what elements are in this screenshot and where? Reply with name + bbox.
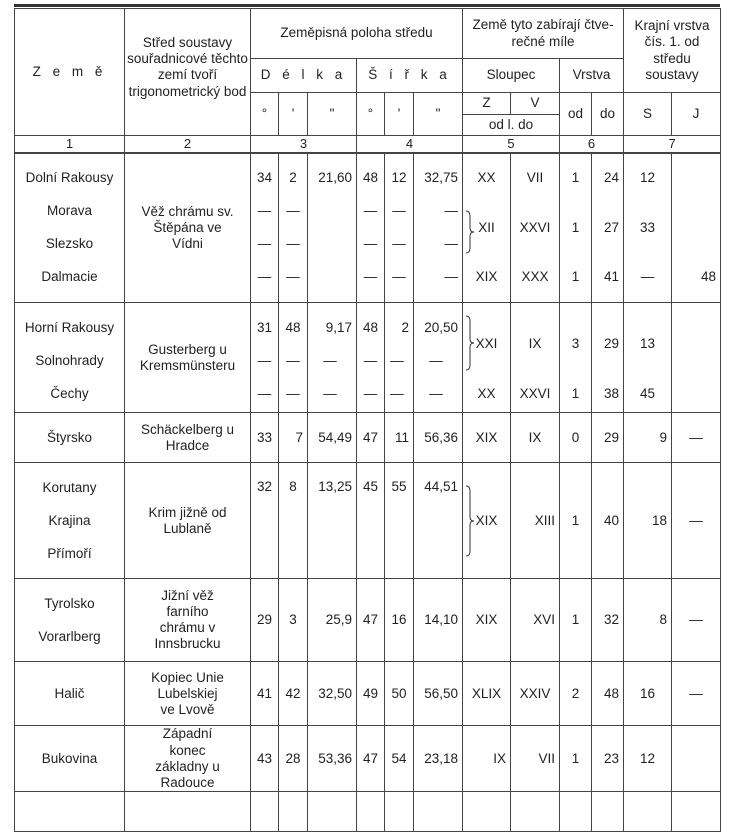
column-to: XIII <box>511 463 560 579</box>
brace-icon <box>465 210 475 254</box>
longitude-seconds <box>308 195 356 228</box>
column-number: 5 <box>463 136 560 153</box>
longitude-minutes: 3 <box>279 579 308 662</box>
table-row <box>15 726 721 792</box>
land-name: Morava <box>46 203 92 219</box>
longitude-degrees: 43 <box>251 726 279 792</box>
header-delka: D é l k a <box>251 59 357 93</box>
longitude-minutes: 8 <box>279 463 308 579</box>
table-row <box>15 579 721 662</box>
edge-layer-j: — <box>672 662 721 726</box>
layer-from: 1 <box>571 269 580 285</box>
latitude-seconds: 56,50 <box>414 662 463 726</box>
latitude-minutes: 55 <box>385 463 414 579</box>
brace-icon <box>465 485 475 557</box>
land-name: Krajina <box>48 512 91 528</box>
land-name: Solnohrady <box>35 352 104 368</box>
edge-layer-s: 12 <box>624 726 672 792</box>
longitude-degrees: — <box>257 236 272 252</box>
table-row <box>15 662 721 726</box>
latitude-degrees: — <box>363 385 378 401</box>
edge-layer-j <box>672 303 721 413</box>
header-do: do <box>592 93 624 136</box>
longitude-minutes: 28 <box>279 726 308 792</box>
longitude-degrees: 32 <box>251 463 279 579</box>
latitude-degrees: 47 <box>357 579 385 662</box>
table-row <box>15 413 721 463</box>
column-from: XIX <box>463 413 511 463</box>
longitude-seconds <box>308 261 356 294</box>
layer-to: 41 <box>604 269 620 285</box>
longitude-degrees: — <box>257 269 272 285</box>
latitude-seconds: — <box>429 352 443 368</box>
column-to: VII <box>526 170 544 186</box>
layer-to: 29 <box>592 413 624 463</box>
longitude-minutes: — <box>286 352 300 368</box>
latitude-seconds: — <box>429 385 443 401</box>
longitude-degrees: — <box>257 203 272 219</box>
longitude-seconds: 53,36 <box>308 726 357 792</box>
longitude-minutes: 2 <box>289 170 297 186</box>
latitude-seconds: 23,18 <box>414 726 463 792</box>
latitude-degrees: — <box>363 352 378 368</box>
edge-layer-s: 9 <box>624 413 672 463</box>
layer-to: 40 <box>592 463 624 579</box>
column-number: 7 <box>624 136 721 153</box>
latitude-seconds: 32,75 <box>424 170 459 186</box>
longitude-degrees: 41 <box>251 662 279 726</box>
edge-layer-j <box>672 195 720 261</box>
column-from: XLIX <box>463 662 511 726</box>
layer-to: 38 <box>604 385 620 401</box>
table-row <box>15 153 721 303</box>
column-number: 3 <box>251 136 357 153</box>
latitude-degrees: — <box>363 269 378 285</box>
latitude-seconds: — <box>444 236 459 252</box>
layer-to: 27 <box>604 219 620 235</box>
edge-layer-s: 8 <box>624 579 672 662</box>
brace-icon <box>465 315 475 371</box>
longitude-minutes: — <box>286 236 300 252</box>
header-area: Země tyto zabírají čtve- rečné míle <box>463 9 624 59</box>
latitude-minutes: — <box>390 352 404 368</box>
latitude-minutes: 16 <box>385 579 414 662</box>
header-z: Z <box>463 93 511 115</box>
header-vrstva: Vrstva <box>560 59 624 93</box>
center-point: Gusterberg u Kremsmünsteru <box>125 303 251 413</box>
header-sirka: Š í ř k a <box>357 59 463 93</box>
edge-layer-s: 45 <box>640 385 656 401</box>
column-number: 6 <box>560 136 624 153</box>
layer-to: 29 <box>604 336 620 352</box>
edge-layer-j: — <box>672 463 721 579</box>
center-point: Jižní věž farního chrámu v Innsbrucku <box>125 579 251 662</box>
land-name: Horní Rakousy <box>24 319 115 335</box>
latitude-degrees: 48 <box>362 170 379 186</box>
land-name: Bukovina <box>15 726 125 792</box>
latitude-minutes: 2 <box>401 319 409 335</box>
latitude-degrees: 48 <box>362 319 379 335</box>
land-name: Štyrsko <box>15 413 125 463</box>
header-edge-layer: Krajní vrstva čís. 1. od středu soustavy <box>624 9 721 93</box>
longitude-minutes: — <box>286 203 300 219</box>
latitude-seconds: — <box>444 269 459 285</box>
layer-to: 23 <box>592 726 624 792</box>
column-to: XXVI <box>519 385 551 401</box>
edge-layer-s: 13 <box>640 336 656 352</box>
header-d-sec: " <box>308 93 357 136</box>
longitude-degrees: — <box>257 352 272 368</box>
latitude-degrees: 47 <box>357 726 385 792</box>
longitude-seconds: 21,60 <box>318 170 352 186</box>
longitude-seconds: 25,9 <box>308 579 357 662</box>
land-name: Tyrolsko <box>44 595 95 611</box>
edge-layer-s: 16 <box>624 662 672 726</box>
latitude-minutes: 50 <box>385 662 414 726</box>
header-s-deg: ° <box>357 93 385 136</box>
edge-layer-j: — <box>672 413 721 463</box>
column-to: IX <box>511 413 560 463</box>
land-name: Korutany <box>42 479 97 495</box>
header-v: V <box>511 93 560 115</box>
edge-layer-s: 12 <box>640 170 656 186</box>
longitude-degrees: 31 <box>256 319 273 335</box>
latitude-minutes: — <box>392 269 406 285</box>
latitude-degrees: 49 <box>357 662 385 726</box>
column-from-cell <box>463 463 511 579</box>
edge-layer-j <box>672 726 721 792</box>
land-name: Čechy <box>50 385 89 401</box>
column-to: VII <box>511 726 560 792</box>
land-name: Slezsko <box>45 236 94 252</box>
layer-from: 1 <box>571 219 580 235</box>
coordinate-systems-table <box>14 8 721 832</box>
land-name: Dolní Rakousy <box>25 170 114 186</box>
column-to: XVI <box>511 579 560 662</box>
edge-layer-j: — <box>672 579 721 662</box>
table-row <box>15 792 721 832</box>
longitude-minutes: 48 <box>285 319 301 335</box>
latitude-seconds: 20,50 <box>424 319 459 335</box>
column-from: XII <box>478 219 495 235</box>
column-from: XX <box>477 385 496 401</box>
edge-layer-j: 48 <box>701 269 717 285</box>
column-from: XXI <box>475 336 498 352</box>
latitude-minutes: 54 <box>385 726 414 792</box>
column-from: XIX <box>463 579 511 662</box>
latitude-degrees: 47 <box>357 413 385 463</box>
latitude-seconds: 56,36 <box>414 413 463 463</box>
latitude-minutes: — <box>392 236 406 252</box>
column-to: XXX <box>521 269 549 285</box>
header-center: Střed soustavy souřadnicové těchto zemí tvoří trigonometrický bod <box>125 9 251 136</box>
table-row <box>15 303 721 413</box>
latitude-degrees: — <box>363 203 378 219</box>
layer-to: 48 <box>592 662 624 726</box>
column-from: XX <box>477 170 496 186</box>
column-to: IX <box>528 336 542 352</box>
longitude-degrees: 34 <box>256 170 273 186</box>
longitude-seconds: 32,50 <box>308 662 357 726</box>
latitude-minutes: 12 <box>391 170 407 186</box>
layer-from: 1 <box>560 463 592 579</box>
latitude-seconds: 44,51 <box>414 463 463 579</box>
layer-from: 1 <box>560 726 592 792</box>
header-position: Zeměpisná poloha středu <box>251 9 463 59</box>
layer-from: 1 <box>571 385 580 401</box>
longitude-seconds <box>308 228 356 261</box>
edge-layer-s: — <box>640 269 655 285</box>
header-od: od <box>560 93 592 136</box>
longitude-degrees: — <box>257 385 272 401</box>
header-s-min: ' <box>385 93 414 136</box>
header-odldo: od l. do <box>463 115 560 136</box>
edge-layer-s: 18 <box>624 463 672 579</box>
column-from: XIX <box>475 269 498 285</box>
column-number: 4 <box>357 136 463 153</box>
longitude-minutes: 42 <box>279 662 308 726</box>
table-row <box>15 463 721 579</box>
longitude-minutes: 7 <box>279 413 308 463</box>
column-to: XXVI <box>519 219 551 235</box>
layer-to: 32 <box>592 579 624 662</box>
latitude-minutes: — <box>392 203 406 219</box>
header-s-sec: " <box>414 93 463 136</box>
layer-from: 1 <box>560 579 592 662</box>
header-d-min: ' <box>279 93 308 136</box>
longitude-seconds: 9,17 <box>325 319 352 335</box>
longitude-minutes: — <box>286 385 300 401</box>
column-from: IX <box>463 726 511 792</box>
edge-layer-j <box>672 162 720 195</box>
column-number: 1 <box>15 136 125 153</box>
header-land: Z e m ě <box>15 9 125 136</box>
longitude-degrees: 33 <box>251 413 279 463</box>
header-s: S <box>624 93 672 136</box>
longitude-minutes: — <box>286 269 300 285</box>
layer-from: 0 <box>560 413 592 463</box>
longitude-seconds: 13,25 <box>308 463 357 579</box>
center-point: Schäckelberg u Hradce <box>125 413 251 463</box>
center-point: Věž chrámu sv. Štěpána ve Vídni <box>125 153 251 303</box>
latitude-minutes: — <box>390 385 404 401</box>
center-point: Kopiec Unie Lubelskiej ve Lvově <box>125 662 251 726</box>
top-rule <box>14 4 720 7</box>
header-sloupec: Sloupec <box>463 59 560 93</box>
latitude-seconds: — <box>444 203 459 219</box>
center-point: Západní konec základny u Radouce <box>125 726 251 792</box>
longitude-seconds: — <box>323 385 337 401</box>
longitude-seconds: 54,49 <box>308 413 357 463</box>
layer-from: 2 <box>560 662 592 726</box>
latitude-degrees: 45 <box>357 463 385 579</box>
longitude-degrees: 29 <box>251 579 279 662</box>
edge-layer-s: 33 <box>640 219 656 235</box>
column-from: XIX <box>475 512 498 528</box>
land-name: Přímoří <box>47 545 92 561</box>
header-d-deg: ° <box>251 93 279 136</box>
column-to: XXIV <box>511 662 560 726</box>
land-name: Vorarlberg <box>38 628 101 644</box>
latitude-degrees: — <box>363 236 378 252</box>
layer-from: 3 <box>571 336 580 352</box>
land-name: Dalmacie <box>41 269 98 285</box>
header-j: J <box>672 93 721 136</box>
latitude-minutes: 11 <box>385 413 414 463</box>
land-name: Halič <box>15 662 125 726</box>
layer-from: 1 <box>571 170 580 186</box>
longitude-seconds: — <box>323 352 337 368</box>
center-point: Krim jižně od Lublaně <box>125 463 251 579</box>
layer-to: 24 <box>604 170 620 186</box>
latitude-seconds: 14,10 <box>414 579 463 662</box>
column-number: 2 <box>125 136 251 153</box>
